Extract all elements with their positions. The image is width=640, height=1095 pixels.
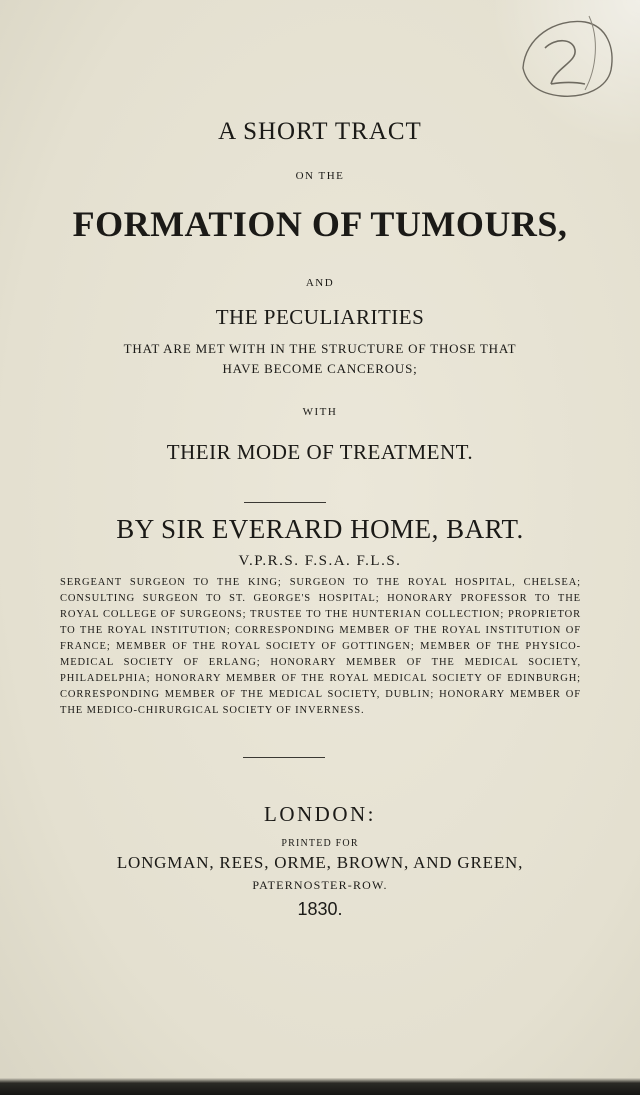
imprint-publisher: LONGMAN, REES, ORME, BROWN, AND GREEN, — [116, 853, 524, 872]
author-qualifications: SERGEANT SURGEON TO THE KING; SURGEON TO THE ROYAL HOSPITAL, CHELSEA; CONSULTING SURGEON TO ST. GEORGE'S HOSPITAL; HONORARY PROFESSOR TO THE ROYAL COLLEGE OF SURGEONS; TRUSTEE TO THE HUNTERIAN COLLECTION; PROPRIETOR TO THE ROYAL INSTITUTION; CORRESPONDING MEMBER OF THE ROYAL INSTITUTION OF FRANCE; MEMBER OF THE ROYAL SOCIETY OF GOTTINGEN; MEMBER OF THE PHYSICO-MEDICAL SOCIETY OF ERLANG; HONORARY MEMBER OF THE MEDICAL SOCIETY, PHILADELPHIA; HONORARY MEMBER OF THE ROYAL MEDICAL SOCIETY OF EDINBURGH; CORRESPONDING MEMBER OF THE MEDICAL SOCIETY, DUBLIN; HONORARY MEMBER OF THE MEDICO-CHIRURGICAL SOCIETY OF INVERNESS. — [60, 577, 581, 716]
imprint-year: 1830. — [297, 899, 343, 919]
subtitle-line-2: HAVE BECOME CANCEROUS; — [222, 361, 418, 376]
title-line-1: A SHORT TRACT — [218, 118, 422, 145]
title-connector-on-the: ON THE — [295, 170, 345, 182]
subtitle-line-1: THAT ARE MET WITH IN THE STRUCTURE OF THOSE THAT — [123, 341, 517, 356]
title-connector-and: AND — [305, 277, 335, 289]
imprint-printed-for: PRINTED FOR — [281, 838, 359, 849]
divider-rule-1 — [244, 502, 326, 503]
title-line-3: THE PECULIARITIES — [215, 305, 425, 329]
imprint-place: LONDON: — [264, 802, 376, 826]
library-mark-sketch — [515, 8, 619, 104]
title-connector-with: WITH — [302, 406, 338, 418]
title-main: FORMATION OF TUMOURS, — [72, 204, 568, 244]
imprint-address: PATERNOSTER-ROW. — [252, 878, 388, 892]
divider-rule-2 — [243, 757, 325, 758]
author-name: BY SIR EVERARD HOME, BART. — [116, 514, 524, 544]
page-bottom-edge — [0, 1078, 640, 1095]
author-degrees: V.P.R.S. F.S.A. F.L.S. — [238, 553, 402, 569]
title-line-4: THEIR MODE OF TREATMENT. — [166, 440, 474, 464]
